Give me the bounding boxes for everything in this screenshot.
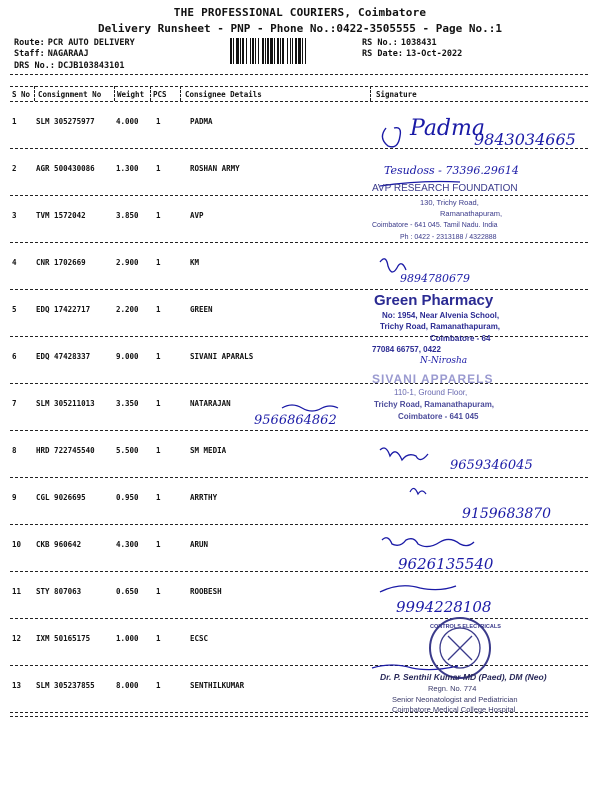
row-consignee: SM MEDIA bbox=[190, 446, 227, 455]
row-pcs: 1 bbox=[156, 211, 161, 220]
sivani-stamp-line2: 110-1, Ground Floor, bbox=[394, 388, 468, 397]
green-stamp-line4: Coimbatore - 64 bbox=[430, 334, 491, 343]
row-consignee: KM bbox=[190, 258, 200, 267]
col-header-signature: Signature bbox=[376, 90, 417, 99]
row-weight: 1.000 bbox=[116, 634, 139, 643]
green-stamp-line3: Trichy Road, Ramanathapuram, bbox=[380, 322, 501, 331]
divider-bottom bbox=[10, 716, 588, 717]
signature-row-9-phone: 9159683870 bbox=[462, 506, 552, 522]
signature-row-8-phone: 9659346045 bbox=[450, 458, 533, 473]
row-weight: 2.900 bbox=[116, 258, 139, 267]
row-weight: 0.650 bbox=[116, 587, 139, 596]
row-weight: 3.850 bbox=[116, 211, 139, 220]
col-header-sno: S No bbox=[12, 90, 31, 99]
row-consignee: AVP bbox=[190, 211, 204, 220]
row-sno: 12 bbox=[12, 634, 22, 643]
sivani-stamp-line1: SIVANI APPARELS bbox=[372, 372, 494, 386]
row-weight: 5.500 bbox=[116, 446, 139, 455]
row-consignment-no: TVM 1572042 bbox=[36, 211, 86, 220]
row-consignment-no: SLM 305237855 bbox=[36, 681, 95, 690]
green-stamp-line1: Green Pharmacy bbox=[374, 292, 494, 309]
row-consignment-no: IXM 50165175 bbox=[36, 634, 91, 643]
signature-row-1-phone: 9843034665 bbox=[474, 130, 576, 149]
row-consignment-no: EDQ 17422717 bbox=[36, 305, 91, 314]
drs-label: DRS No.: bbox=[14, 61, 55, 71]
signature-row-6: N-Nirosha bbox=[420, 356, 468, 366]
row-pcs: 1 bbox=[156, 540, 161, 549]
row-pcs: 1 bbox=[156, 305, 161, 314]
company-title: THE PROFESSIONAL COURIERS, Coimbatore bbox=[173, 6, 427, 19]
avp-stamp-line3: Ramanathapuram, bbox=[440, 209, 503, 218]
seal-text: CONTROLS ELECTRICALS bbox=[430, 624, 501, 630]
row-weight: 1.300 bbox=[116, 164, 139, 173]
row-weight: 9.000 bbox=[116, 352, 139, 361]
route-label: Route: bbox=[14, 38, 45, 48]
doctor-stamp-line1: Dr. P. Senthil Kumar MD (Paed), DM (Neo) bbox=[380, 672, 547, 682]
signature-row-7-phone: 9566864862 bbox=[254, 413, 337, 428]
rs-no-value: 1038431 bbox=[400, 38, 437, 48]
rs-no-label: RS No.: bbox=[362, 38, 398, 48]
row-pcs: 1 bbox=[156, 352, 161, 361]
row-sno: 9 bbox=[12, 493, 17, 502]
row-consignee: SENTHILKUMAR bbox=[190, 681, 245, 690]
row-consignment-no: HRD 722745540 bbox=[36, 446, 95, 455]
avp-stamp-line5: Ph : 0422 - 2313188 / 4322888 bbox=[400, 234, 497, 241]
signature-row-10-phone: 9626135540 bbox=[398, 555, 494, 573]
row-pcs: 1 bbox=[156, 117, 161, 126]
row-consignee: ARUN bbox=[190, 540, 209, 549]
row-weight: 2.200 bbox=[116, 305, 139, 314]
row-sno: 7 bbox=[12, 399, 17, 408]
row-weight: 3.350 bbox=[116, 399, 139, 408]
row-sno: 2 bbox=[12, 164, 17, 173]
row-sno: 6 bbox=[12, 352, 17, 361]
row-sno: 13 bbox=[12, 681, 22, 690]
row-pcs: 1 bbox=[156, 493, 161, 502]
row-sno: 8 bbox=[12, 446, 17, 455]
col-header-consignment: Consignment No bbox=[38, 90, 102, 99]
sivani-stamp-line3: Trichy Road, Ramanathapuram, bbox=[374, 400, 495, 409]
row-sno: 10 bbox=[12, 540, 22, 549]
green-stamp-line5: 77084 66757, 0422 bbox=[372, 345, 441, 354]
row-consignment-no: EDQ 47428337 bbox=[36, 352, 91, 361]
col-header-weight: Weight bbox=[117, 90, 145, 99]
row-sno: 11 bbox=[12, 587, 22, 596]
doctor-stamp-line3: Senior Neonatologist and Pediatrician bbox=[392, 695, 518, 704]
row-consignee: SIVANI APARALS bbox=[190, 352, 254, 361]
row-consignment-no: CGL 9026695 bbox=[36, 493, 86, 502]
row-consignee: NATARAJAN bbox=[190, 399, 231, 408]
avp-stamp-line4: Coimbatore - 641 045. Tamil Nadu. India bbox=[372, 222, 498, 229]
row-consignee: ECSC bbox=[190, 634, 209, 643]
signature-row-2: Tesudoss - 73396.29614 bbox=[384, 164, 519, 177]
doctor-stamp-line4: Coimbatore Medical College Hospital bbox=[392, 705, 516, 714]
row-pcs: 1 bbox=[156, 399, 161, 408]
row-weight: 4.300 bbox=[116, 540, 139, 549]
rs-date-label: RS Date: bbox=[362, 49, 403, 59]
row-consignee: ROOBESH bbox=[190, 587, 222, 596]
row-sno: 1 bbox=[12, 117, 17, 126]
row-sno: 3 bbox=[12, 211, 17, 220]
signature-row-1: Padma bbox=[410, 116, 485, 141]
rs-date-value: 13-Oct-2022 bbox=[405, 49, 463, 59]
col-header-consignee: Consignee Details bbox=[185, 90, 262, 99]
col-header-pcs: PCS bbox=[153, 90, 167, 99]
route-value: PCR AUTO DELIVERY bbox=[47, 38, 135, 48]
row-consignment-no: CNR 1702669 bbox=[36, 258, 86, 267]
row-pcs: 1 bbox=[156, 164, 161, 173]
row-pcs: 1 bbox=[156, 446, 161, 455]
green-stamp-line2: No: 1954, Near Alvenia School, bbox=[382, 311, 500, 320]
row-consignee: ROSHAN ARMY bbox=[190, 164, 240, 173]
row-sno: 5 bbox=[12, 305, 17, 314]
sivani-stamp-line4: Coimbatore - 641 045 bbox=[398, 412, 479, 421]
row-consignee: ARRTHY bbox=[190, 493, 218, 502]
row-pcs: 1 bbox=[156, 634, 161, 643]
row-pcs: 1 bbox=[156, 587, 161, 596]
row-consignment-no: SLM 305275977 bbox=[36, 117, 95, 126]
avp-stamp-line1: AVP RESEARCH FOUNDATION bbox=[372, 183, 518, 194]
row-pcs: 1 bbox=[156, 681, 161, 690]
staff-value: NAGARAAJ bbox=[47, 49, 89, 59]
signature-row-4-phone: 9894780679 bbox=[400, 272, 470, 285]
row-pcs: 1 bbox=[156, 258, 161, 267]
row-consignee: GREEN bbox=[190, 305, 213, 314]
signature-row-11-phone: 9994228108 bbox=[396, 598, 492, 616]
row-sno: 4 bbox=[12, 258, 17, 267]
row-consignment-no: SLM 305211013 bbox=[36, 399, 95, 408]
row-consignment-no: CKB 960642 bbox=[36, 540, 82, 549]
row-weight: 4.000 bbox=[116, 117, 139, 126]
row-consignee: PADMA bbox=[190, 117, 213, 126]
runsheet-subtitle: Delivery Runsheet - PNP - Phone No.:0422-3505555 - Page No.:1 bbox=[98, 22, 502, 35]
row-weight: 8.000 bbox=[116, 681, 139, 690]
row-consignment-no: STY 807063 bbox=[36, 587, 82, 596]
doctor-stamp-line2: Regn. No. 774 bbox=[428, 684, 477, 693]
row-consignment-no: AGR 500430086 bbox=[36, 164, 95, 173]
drs-value: DCJB103843101 bbox=[57, 61, 125, 71]
avp-stamp-line2: 130, Trichy Road, bbox=[420, 198, 479, 207]
row-weight: 0.950 bbox=[116, 493, 139, 502]
staff-label: Staff: bbox=[14, 49, 45, 59]
